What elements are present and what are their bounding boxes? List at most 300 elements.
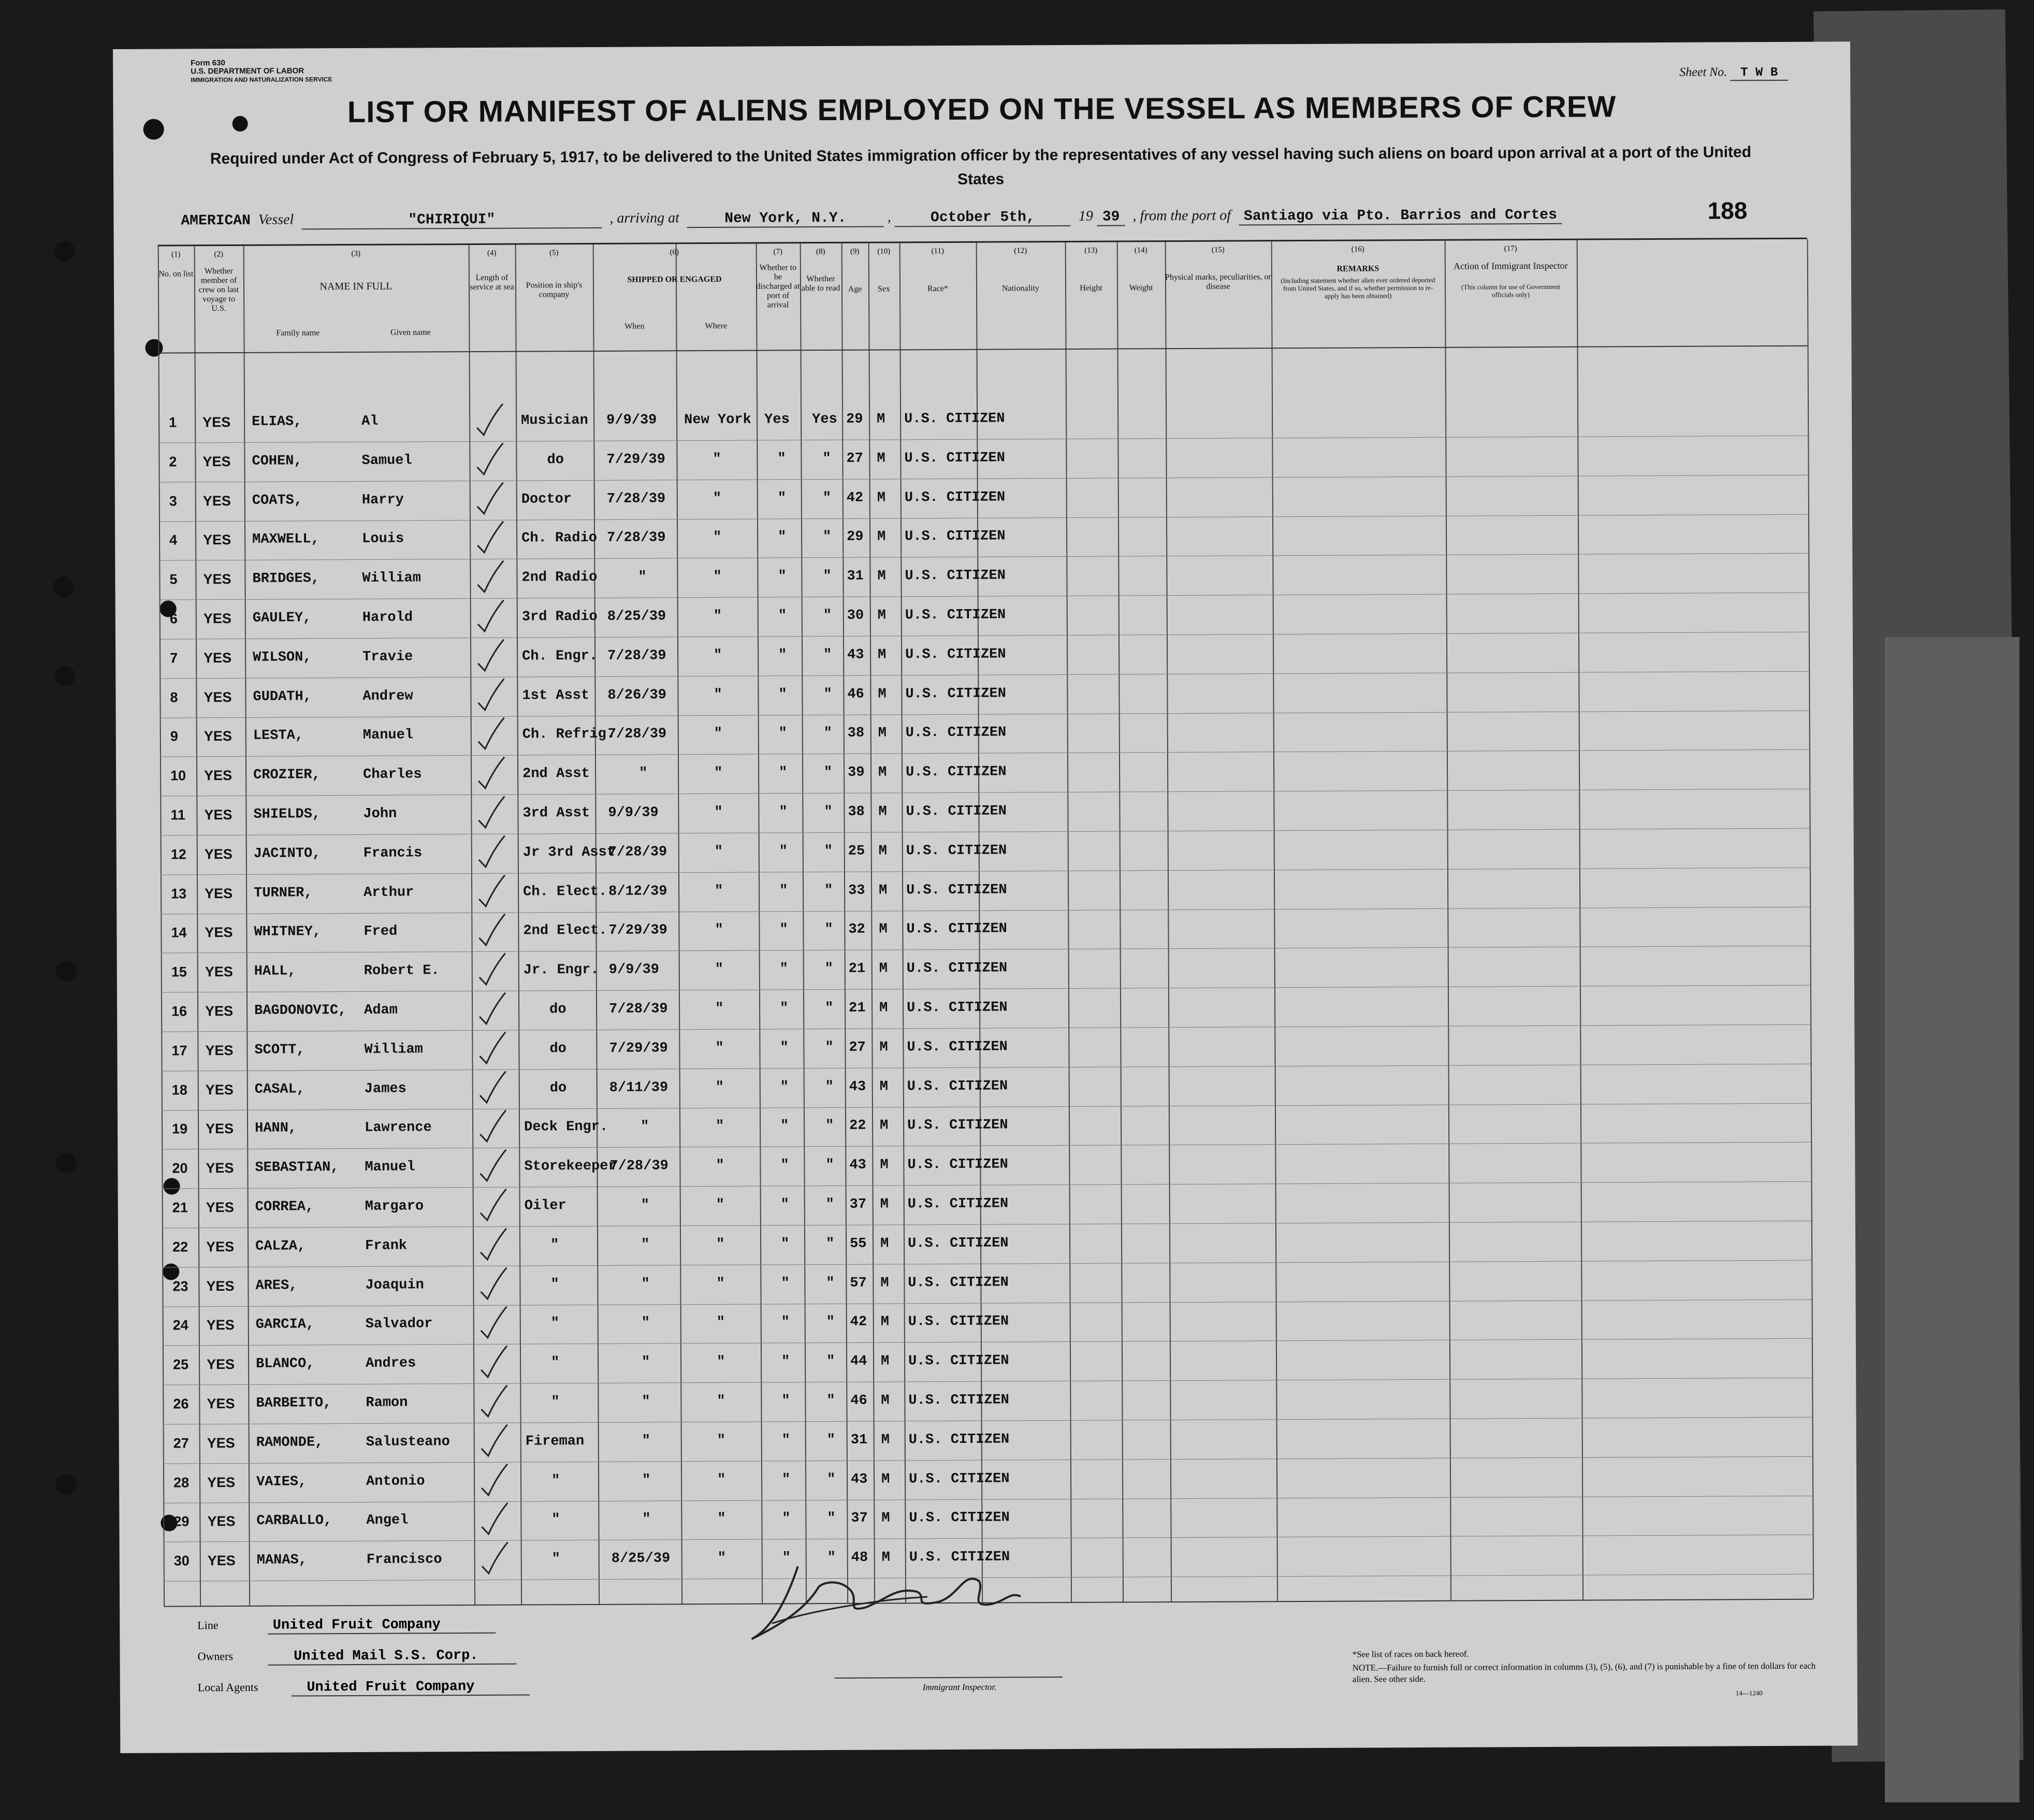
shipped-where: " [713, 569, 722, 585]
shipped-where: " [717, 1511, 726, 1527]
check-mark-icon [476, 874, 507, 910]
sex: M [878, 686, 887, 702]
header-height: Height [1080, 283, 1102, 293]
given-name: Lawrence [365, 1120, 432, 1136]
agents-label: Local Agents [197, 1680, 258, 1694]
age: 37 [851, 1511, 868, 1527]
footer-line [197, 1617, 496, 1635]
family-name: JACINTO, [253, 846, 321, 862]
check-mark-icon [475, 599, 506, 635]
shipped-where: " [715, 883, 723, 899]
punch-hole [56, 961, 77, 981]
punch-hole [54, 241, 75, 262]
row-number: 25 [173, 1356, 189, 1373]
discharge: " [778, 608, 787, 624]
row-number: 21 [172, 1200, 188, 1216]
race: U.S. CITIZEN [905, 568, 1006, 584]
col-num: (16) [1351, 245, 1364, 254]
row-number: 8 [170, 689, 178, 705]
shipped-where: " [714, 647, 722, 663]
position: " [550, 1276, 559, 1292]
age: 27 [846, 451, 863, 467]
discharge: " [779, 922, 788, 938]
shipped-when: " [642, 1511, 651, 1527]
discharge: " [781, 1354, 790, 1370]
race: U.S. CITIZEN [907, 1078, 1008, 1094]
race: U.S. CITIZEN [909, 1549, 1010, 1566]
shipped-where: " [716, 1119, 724, 1135]
row-number: 20 [172, 1160, 188, 1176]
given-name: Andres [366, 1355, 416, 1372]
given-name: Salvador [365, 1316, 433, 1333]
sex: M [879, 883, 888, 899]
header-position: Position in ship's company [526, 281, 583, 299]
sheet-value: T W B [1730, 66, 1788, 81]
col-num: (12) [1014, 247, 1027, 255]
shipped-where: " [717, 1354, 725, 1370]
position: 2nd Elect. [523, 923, 607, 939]
check-mark-icon [480, 1541, 511, 1578]
age: 46 [847, 686, 864, 702]
table-row [162, 1064, 1811, 1111]
prev-voyage: YES [204, 846, 233, 862]
discharge: " [781, 1236, 790, 1252]
position: " [551, 1355, 560, 1371]
able-to-read: " [825, 1118, 834, 1134]
col-num: (13) [1084, 246, 1098, 255]
header-sex: Sex [877, 284, 891, 294]
position: " [551, 1551, 560, 1567]
race: U.S. CITIZEN [906, 882, 1007, 898]
family-name: WHITNEY, [254, 924, 322, 941]
check-mark-icon [476, 913, 507, 949]
position: 3rd Asst [522, 805, 590, 821]
header-weight: Weight [1129, 283, 1153, 293]
age: 39 [848, 764, 865, 781]
position: Ch. Engr. [522, 648, 598, 665]
shipped-where: " [715, 1079, 724, 1095]
row-number: 10 [170, 768, 186, 784]
discharge: Yes [764, 412, 790, 428]
header-when: When [624, 322, 645, 331]
shipped-when: 7/28/39 [607, 726, 667, 743]
able-to-read: " [824, 961, 834, 977]
race: U.S. CITIZEN [908, 1275, 1009, 1291]
age: 25 [848, 843, 865, 859]
line-value: United Fruit Company [268, 1617, 496, 1635]
position: Ch. Radio [521, 530, 598, 546]
prev-voyage: YES [203, 611, 231, 627]
table-row [162, 1261, 1811, 1307]
discharge: " [779, 883, 788, 899]
check-mark-icon [477, 952, 508, 989]
table-row [163, 1496, 1812, 1543]
discharge: " [779, 765, 788, 781]
prev-voyage: YES [202, 414, 231, 430]
family-name: GAULEY, [252, 610, 312, 626]
age: 21 [848, 961, 866, 977]
position: Ch. Refrig. [522, 727, 615, 743]
sex: M [881, 1550, 890, 1566]
shipped-where: " [714, 687, 722, 703]
able-to-read: " [826, 1236, 835, 1252]
age: 32 [848, 922, 865, 938]
prev-voyage: YES [207, 1395, 235, 1412]
col-num: (3) [351, 249, 361, 258]
able-to-read: " [826, 1432, 836, 1448]
row-number: 18 [171, 1081, 187, 1098]
family-name: MAXWELL, [252, 531, 319, 548]
shipped-when: 7/29/39 [606, 452, 665, 468]
row-number: 6 [169, 611, 178, 627]
given-name: Charles [363, 767, 422, 783]
header-action-note: (This column for use of Government officials only) [1461, 282, 1561, 299]
sex: M [881, 1510, 890, 1526]
family-name: TURNER, [254, 885, 313, 901]
shipped-when: " [638, 569, 647, 585]
age: 30 [847, 608, 864, 624]
given-name: Arthur [364, 885, 414, 901]
col-num: (6) [670, 248, 679, 257]
check-mark-icon [477, 1070, 508, 1106]
race: U.S. CITIZEN [905, 686, 1006, 702]
race: U.S. CITIZEN [907, 1039, 1008, 1056]
able-to-read: " [825, 1039, 834, 1056]
able-to-read: " [822, 451, 831, 467]
row-number: 12 [170, 846, 186, 862]
col-num: (8) [816, 248, 825, 256]
prev-voyage: YES [205, 925, 233, 941]
age: 42 [846, 490, 864, 506]
check-mark-icon [477, 1031, 508, 1067]
age: 22 [849, 1118, 866, 1134]
prev-voyage: YES [204, 768, 233, 784]
form-number: Form 630 [191, 59, 225, 68]
discharge: " [779, 844, 788, 860]
shipped-when: " [641, 1315, 650, 1331]
prev-voyage: YES [206, 1160, 234, 1176]
row-number: 22 [172, 1239, 188, 1255]
position: " [551, 1512, 560, 1528]
race: U.S. CITIZEN [906, 843, 1007, 859]
family-name: ELIAS, [252, 414, 302, 430]
discharge: " [778, 529, 787, 545]
shipped-when: " [642, 1394, 650, 1410]
col-num: (10) [877, 247, 891, 256]
given-name: Robert E. [364, 963, 440, 979]
given-name: Fred [364, 924, 398, 940]
header-remarks: REMARKS [1336, 264, 1379, 273]
able-to-read: " [824, 765, 833, 781]
shipped-when: 9/9/39 [608, 962, 660, 978]
owners-label: Owners [197, 1650, 234, 1663]
sex: M [877, 490, 886, 506]
age: 43 [850, 1471, 868, 1487]
agents-value: United Fruit Company [291, 1679, 529, 1697]
discharge: " [780, 1040, 789, 1056]
able-to-read: " [825, 1158, 834, 1174]
prev-voyage: YES [207, 1513, 236, 1529]
position: 3rd Radio [521, 609, 598, 625]
shipped-when: 9/9/39 [606, 412, 657, 428]
punch-hole [53, 576, 74, 597]
form-code: 14—1240 [1735, 1689, 1763, 1697]
discharge: " [779, 804, 788, 820]
race: U.S. CITIZEN [909, 1510, 1010, 1526]
shipped-when: 7/29/39 [609, 1041, 668, 1057]
sex: M [878, 764, 887, 781]
given-name: William [364, 1042, 423, 1058]
table-row [159, 475, 1808, 522]
shipped-when: 7/28/39 [608, 844, 667, 860]
able-to-read: " [823, 647, 832, 663]
race: U.S. CITIZEN [906, 803, 1007, 820]
family-name: WILSON, [253, 649, 312, 666]
given-name: Manuel [365, 1159, 415, 1176]
given-name: James [364, 1081, 406, 1097]
discharge: " [777, 451, 786, 467]
age: 33 [848, 883, 865, 899]
family-name: COATS, [252, 493, 303, 509]
footer-agents [198, 1679, 530, 1697]
line-label: Line [197, 1619, 219, 1632]
table-row [161, 986, 1810, 1033]
sex: M [878, 804, 887, 820]
discharge: " [778, 686, 787, 702]
shipped-when: 8/12/39 [608, 883, 667, 900]
sex: M [877, 529, 886, 545]
race: U.S. CITIZEN [906, 921, 1007, 937]
header-given: Given name [390, 328, 431, 337]
position: Fireman [525, 1433, 585, 1450]
table-row [160, 790, 1809, 836]
shipped-when: 7/28/39 [607, 648, 666, 664]
position: Musician [521, 413, 588, 429]
prev-voyage: YES [202, 453, 231, 470]
prev-voyage: YES [207, 1474, 236, 1490]
punch-hole [56, 1474, 77, 1494]
row-number: 9 [170, 728, 178, 744]
race: U.S. CITIZEN [908, 1392, 1009, 1409]
row-number: 28 [173, 1474, 190, 1491]
table-row [163, 1457, 1812, 1504]
footer-owners [197, 1648, 516, 1666]
shipped-where: " [714, 844, 723, 860]
punch-hole [55, 1152, 76, 1173]
manifest-sheet [113, 41, 1857, 1753]
shipped-when: " [642, 1433, 651, 1449]
shipped-when: 7/28/39 [607, 530, 666, 546]
prev-voyage: YES [204, 807, 233, 823]
able-to-read: " [825, 1196, 835, 1213]
shipped-when: " [641, 1119, 649, 1135]
position: Jr. Engr. [523, 962, 599, 978]
shipped-where: " [715, 962, 724, 978]
check-mark-icon [475, 521, 506, 557]
from-label: , from the port of [1132, 207, 1231, 224]
header-read: Whether able to read [801, 274, 840, 293]
shipped-where: " [717, 1551, 726, 1567]
row-number: 26 [173, 1396, 189, 1412]
table-row [161, 829, 1810, 876]
year-prefix: 19 [1078, 208, 1093, 224]
able-to-read: " [824, 843, 833, 859]
shipped-when: 8/26/39 [607, 687, 666, 703]
position: do [547, 452, 564, 468]
table-row [161, 1025, 1810, 1072]
given-name: Harry [361, 492, 404, 508]
position: do [549, 1080, 567, 1096]
check-mark-icon [478, 1227, 509, 1263]
check-mark-icon [479, 1463, 510, 1499]
shipped-where: " [717, 1393, 725, 1409]
header-where: Where [705, 321, 728, 331]
form-id-block [191, 59, 332, 84]
race: U.S. CITIZEN [907, 1196, 1009, 1212]
position: 1st Asst [522, 687, 590, 704]
given-name: Margaro [365, 1198, 424, 1215]
check-mark-icon [476, 717, 507, 753]
able-to-read: " [826, 1315, 835, 1331]
able-to-read: " [827, 1550, 836, 1566]
age: 46 [850, 1393, 867, 1409]
sex: M [880, 1118, 889, 1134]
owners-value: United Mail S.S. Corp. [268, 1648, 516, 1666]
given-name: Angel [366, 1512, 409, 1529]
race: U.S. CITIZEN [908, 1353, 1009, 1369]
shipped-where: " [717, 1433, 726, 1449]
race: U.S. CITIZEN [908, 1471, 1010, 1487]
col-num: (5) [549, 249, 559, 257]
table-row [161, 907, 1810, 954]
arrival-year: 39 [1097, 209, 1125, 226]
table-row [159, 672, 1809, 718]
vessel-line: AMERICAN Vessel "CHIRIQUI" , arriving at New York, N.Y. , October 5th, 19 39 , from the port of Santiago via Pto. Barrios and Cortes [181, 206, 1562, 230]
age: 43 [849, 1079, 866, 1095]
sex: M [878, 647, 887, 663]
given-name: William [362, 570, 421, 587]
sex: M [879, 1079, 889, 1095]
table-row [159, 594, 1809, 640]
header-service: Length of service at sea [470, 273, 514, 292]
shipped-where: " [713, 608, 722, 624]
family-name: MANAS, [256, 1552, 308, 1569]
family-name: BRIDGES, [252, 571, 320, 587]
row-number: 2 [169, 454, 177, 470]
table-row [159, 554, 1808, 601]
shipped-where: " [715, 1001, 724, 1017]
shipped-when: " [641, 1276, 650, 1292]
family-name: HALL, [254, 963, 296, 980]
prev-voyage: YES [207, 1356, 235, 1373]
prev-voyage: YES [206, 1278, 235, 1294]
table-row [162, 1104, 1811, 1150]
race: U.S. CITIZEN [905, 646, 1006, 663]
given-name: Travie [362, 649, 413, 665]
sex: M [878, 725, 887, 741]
col-num: (14) [1134, 246, 1147, 255]
prev-voyage: YES [206, 1121, 234, 1137]
position: " [550, 1316, 560, 1332]
shipped-where: " [716, 1276, 725, 1292]
sex: M [877, 608, 887, 624]
header-physical: Physical marks, peculiarities, or disease [1165, 272, 1271, 291]
col-num: (15) [1211, 245, 1225, 254]
shipped-when: 9/9/39 [608, 805, 659, 821]
table-row [161, 947, 1810, 993]
shipped-when: 8/25/39 [607, 609, 666, 625]
able-to-read: " [826, 1275, 835, 1291]
given-name: Harold [362, 610, 413, 626]
able-to-read: " [823, 569, 832, 585]
table-row [160, 750, 1809, 797]
discharge: " [781, 1315, 790, 1331]
given-name: Andrew [362, 688, 413, 704]
given-name: Adam [364, 1002, 398, 1018]
check-mark-icon [478, 1188, 509, 1224]
table-row [158, 397, 1808, 444]
sex: M [880, 1157, 889, 1173]
sheet-label: Sheet No. [1679, 65, 1727, 79]
penalty-note: NOTE.—Failure to furnish full or correct information in columns (3), (5), (6), and (7) is punishable by a fine of ten dollars for each alien. See other side. [1352, 1660, 1816, 1684]
service: IMMIGRATION AND NATURALIZATION SERVICE [191, 76, 332, 84]
row-number: 11 [170, 807, 186, 823]
race: U.S. CITIZEN [907, 1157, 1008, 1173]
able-to-read: Yes [812, 411, 837, 428]
age: 42 [850, 1315, 867, 1331]
shipped-when: 8/11/39 [609, 1079, 669, 1096]
row-number: 7 [170, 650, 178, 666]
sex: M [879, 921, 888, 937]
header-discharge: Whether to be discharged at port of arrival [756, 263, 800, 310]
family-name: ARES, [255, 1278, 298, 1294]
check-mark-icon [474, 442, 505, 478]
header-nationality: Nationality [1001, 284, 1040, 293]
family-name: VAIES, [256, 1474, 307, 1490]
prev-voyage: YES [205, 964, 233, 980]
shipped-where: " [713, 530, 722, 546]
able-to-read: " [826, 1354, 835, 1370]
family-name: GARCIA, [255, 1317, 315, 1333]
departure-port: Santiago via Pto. Barrios and Cortes [1239, 207, 1562, 226]
race: U.S. CITIZEN [907, 1117, 1008, 1134]
header-race: Race* [927, 284, 949, 294]
position: " [550, 1237, 559, 1253]
col-num: (4) [487, 249, 497, 257]
age: 43 [849, 1157, 866, 1174]
family-name: CASAL, [254, 1081, 306, 1097]
prev-voyage: YES [203, 571, 231, 587]
table-row [162, 1143, 1811, 1190]
department: U.S. DEPARTMENT OF LABOR [191, 66, 304, 76]
prev-voyage: YES [206, 1200, 234, 1216]
age: 31 [850, 1432, 868, 1448]
family-name: LESTA, [253, 728, 304, 744]
sex: M [877, 451, 885, 467]
col-num: (9) [850, 247, 860, 256]
family-name: BARBEITO, [256, 1395, 332, 1411]
race: U.S. CITIZEN [905, 607, 1006, 624]
row-number: 3 [169, 493, 177, 509]
position: Oiler [524, 1198, 566, 1214]
discharge: " [781, 1433, 791, 1449]
table-row [161, 868, 1810, 915]
row-number: 24 [172, 1317, 188, 1333]
row-number: 13 [171, 885, 187, 902]
shipped-where: " [714, 804, 723, 820]
prev-voyage: YES [206, 1238, 235, 1255]
race: U.S. CITIZEN [905, 528, 1006, 545]
